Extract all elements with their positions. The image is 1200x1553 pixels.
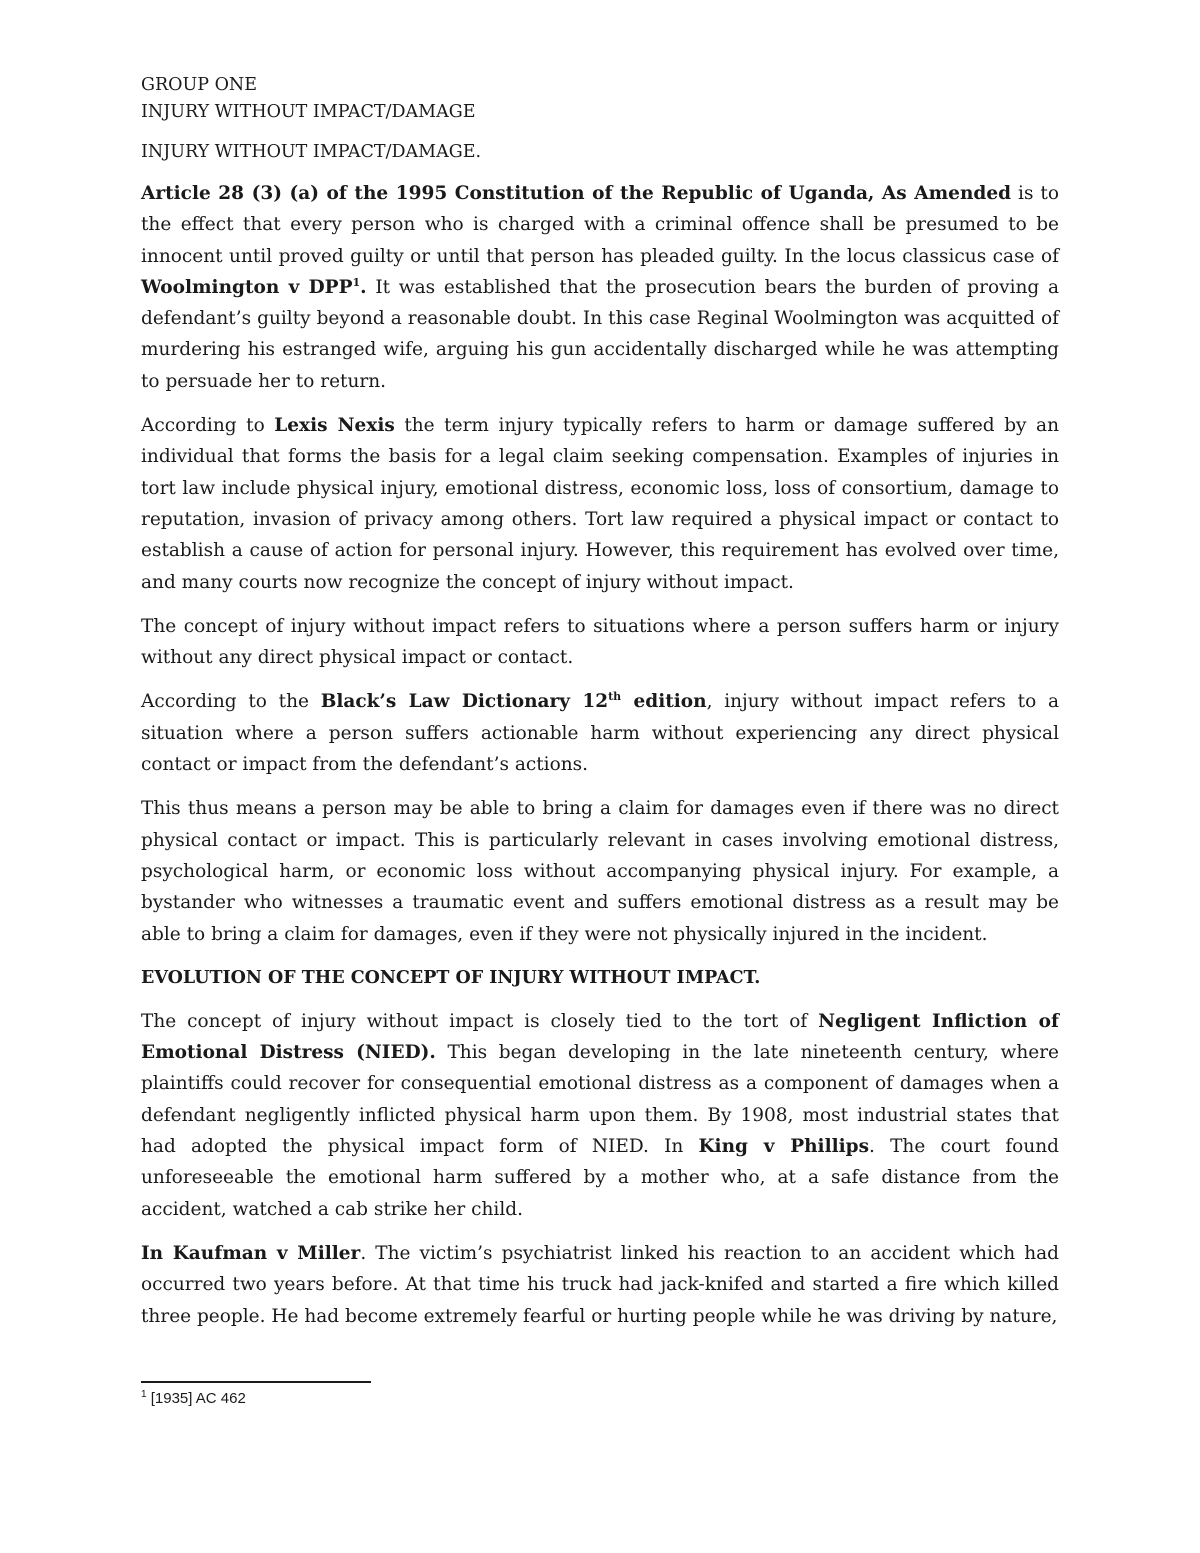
footnote xyxy=(141,1389,246,1409)
paragraph-text: the term injury typically refers to harm or damage suffered by an individual that forms the basis for a legal claim seeking compensation. Examples of injuries in tort law include physical injury, emotional distress, economic loss, loss of consortium, damage to reputation, invasion of privacy among others. Tort law required a physical impact or contact to establish a cause of action for personal injury. However, this requirement has evolved over time, and many courts now recognize the concept of injury without impact. xyxy=(141,415,1059,593)
paragraph-text: is to the effect that every person who is charged with a criminal offence shall be presumed to be innocent until proved guilty or until that person has pleaded guilty. In the locus classicus case of xyxy=(141,183,1060,267)
source-edition: edition xyxy=(621,691,707,713)
case-kaufman-v-miller: In Kaufman v Miller xyxy=(141,1242,361,1264)
document-subtitle: INJURY WITHOUT IMPACT/DAMAGE xyxy=(141,102,476,122)
case-woolmington: Woolmington v DPP xyxy=(141,276,353,298)
paragraph-text: It was established that the prosecution bears the burden of proving a defendant’s guilty beyond a reasonable doubt. In this case Reginal Woolmington was acquitted of murdering his estranged wife, arguing his gun accidentally discharged while he was attempting to persuade her to return. xyxy=(141,276,1060,392)
case-period: . xyxy=(360,276,367,298)
paragraph-text: According to the xyxy=(141,691,321,713)
paragraph-text: , injury without impact refers to a situation where a person suffers actionable harm without experiencing any direct physical contact or impact from the defendant’s actions. xyxy=(141,691,1059,776)
footnote-reference[interactable]: 1 xyxy=(352,275,361,289)
article-reference: Article 28 (3) (a) of the 1995 Constitution of the Republic of Uganda, As Amended xyxy=(141,183,1012,204)
paragraph-text: According to xyxy=(141,415,275,437)
paragraph-text: The concept of injury without impact is closely tied to the tort of xyxy=(141,1010,819,1032)
paragraph-claim-damages xyxy=(141,793,1059,949)
paragraph-blacks-law xyxy=(141,686,1059,780)
paragraph-text: This thus means a person may be able to bring a claim for damages even if there was no direct physical contact or impact. This is particularly relevant in cases involving emotional distress, psychological harm, or economic loss without accompanying physical injury. For example, a bystander who witnesses a traumatic event and suffers emotional distress as a result may be able to bring a claim for damages, even if they were not physically injured in the incident. xyxy=(141,798,1059,945)
source-blacks-law: Black’s Law Dictionary 12 xyxy=(320,691,609,713)
paragraph-kaufman xyxy=(141,1238,1059,1332)
paragraph-lexis-nexis xyxy=(141,410,1059,598)
tort-nied: Negligent Infliction of Emotional Distress (NIED). xyxy=(141,1010,1059,1064)
document-body xyxy=(141,72,1059,1345)
source-lexis-nexis: Lexis Nexis xyxy=(274,415,395,437)
footnote-text: [1935] AC 462 xyxy=(146,1390,246,1407)
paragraph-text: . The court found unforeseeable the emotional harm suffered by a mother who, at a safe distance from the accident, watched a cab strike her child. xyxy=(141,1136,1059,1220)
paragraph-article-28 xyxy=(141,178,1059,397)
paragraph-concept-definition xyxy=(141,611,1059,674)
footnote-number: 1 xyxy=(141,1389,147,1400)
paragraph-nied xyxy=(141,1006,1059,1225)
paragraph-text: . The victim’s psychiatrist linked his reaction to an accident which had occurred two years before. At that time his truck had jack-knifed and started a fire which killed three people. He had become extremely fearful or hurting people while he was driving by nature, xyxy=(141,1242,1059,1327)
document-title: INJURY WITHOUT IMPACT/DAMAGE. xyxy=(141,142,482,162)
paragraph-text: This began developing in the late nineteenth century, where plaintiffs could recover for consequential emotional distress as a component of damages when a defendant negligently inflicted physical harm upon them. By 1908, most industrial states that had adopted the physical impact form of NIED. In xyxy=(141,1042,1059,1158)
paragraph-text: The concept of injury without impact refers to situations where a person suffers harm or injury without any direct physical impact or contact. xyxy=(141,615,1059,669)
section-heading: EVOLUTION OF THE CONCEPT OF INJURY WITHOUT IMPACT. xyxy=(141,967,761,988)
case-king-v-phillips: King v Phillips xyxy=(698,1136,870,1158)
footnote-separator xyxy=(141,1381,371,1383)
edition-superscript: th xyxy=(608,690,622,704)
group-label: GROUP ONE xyxy=(141,75,258,95)
